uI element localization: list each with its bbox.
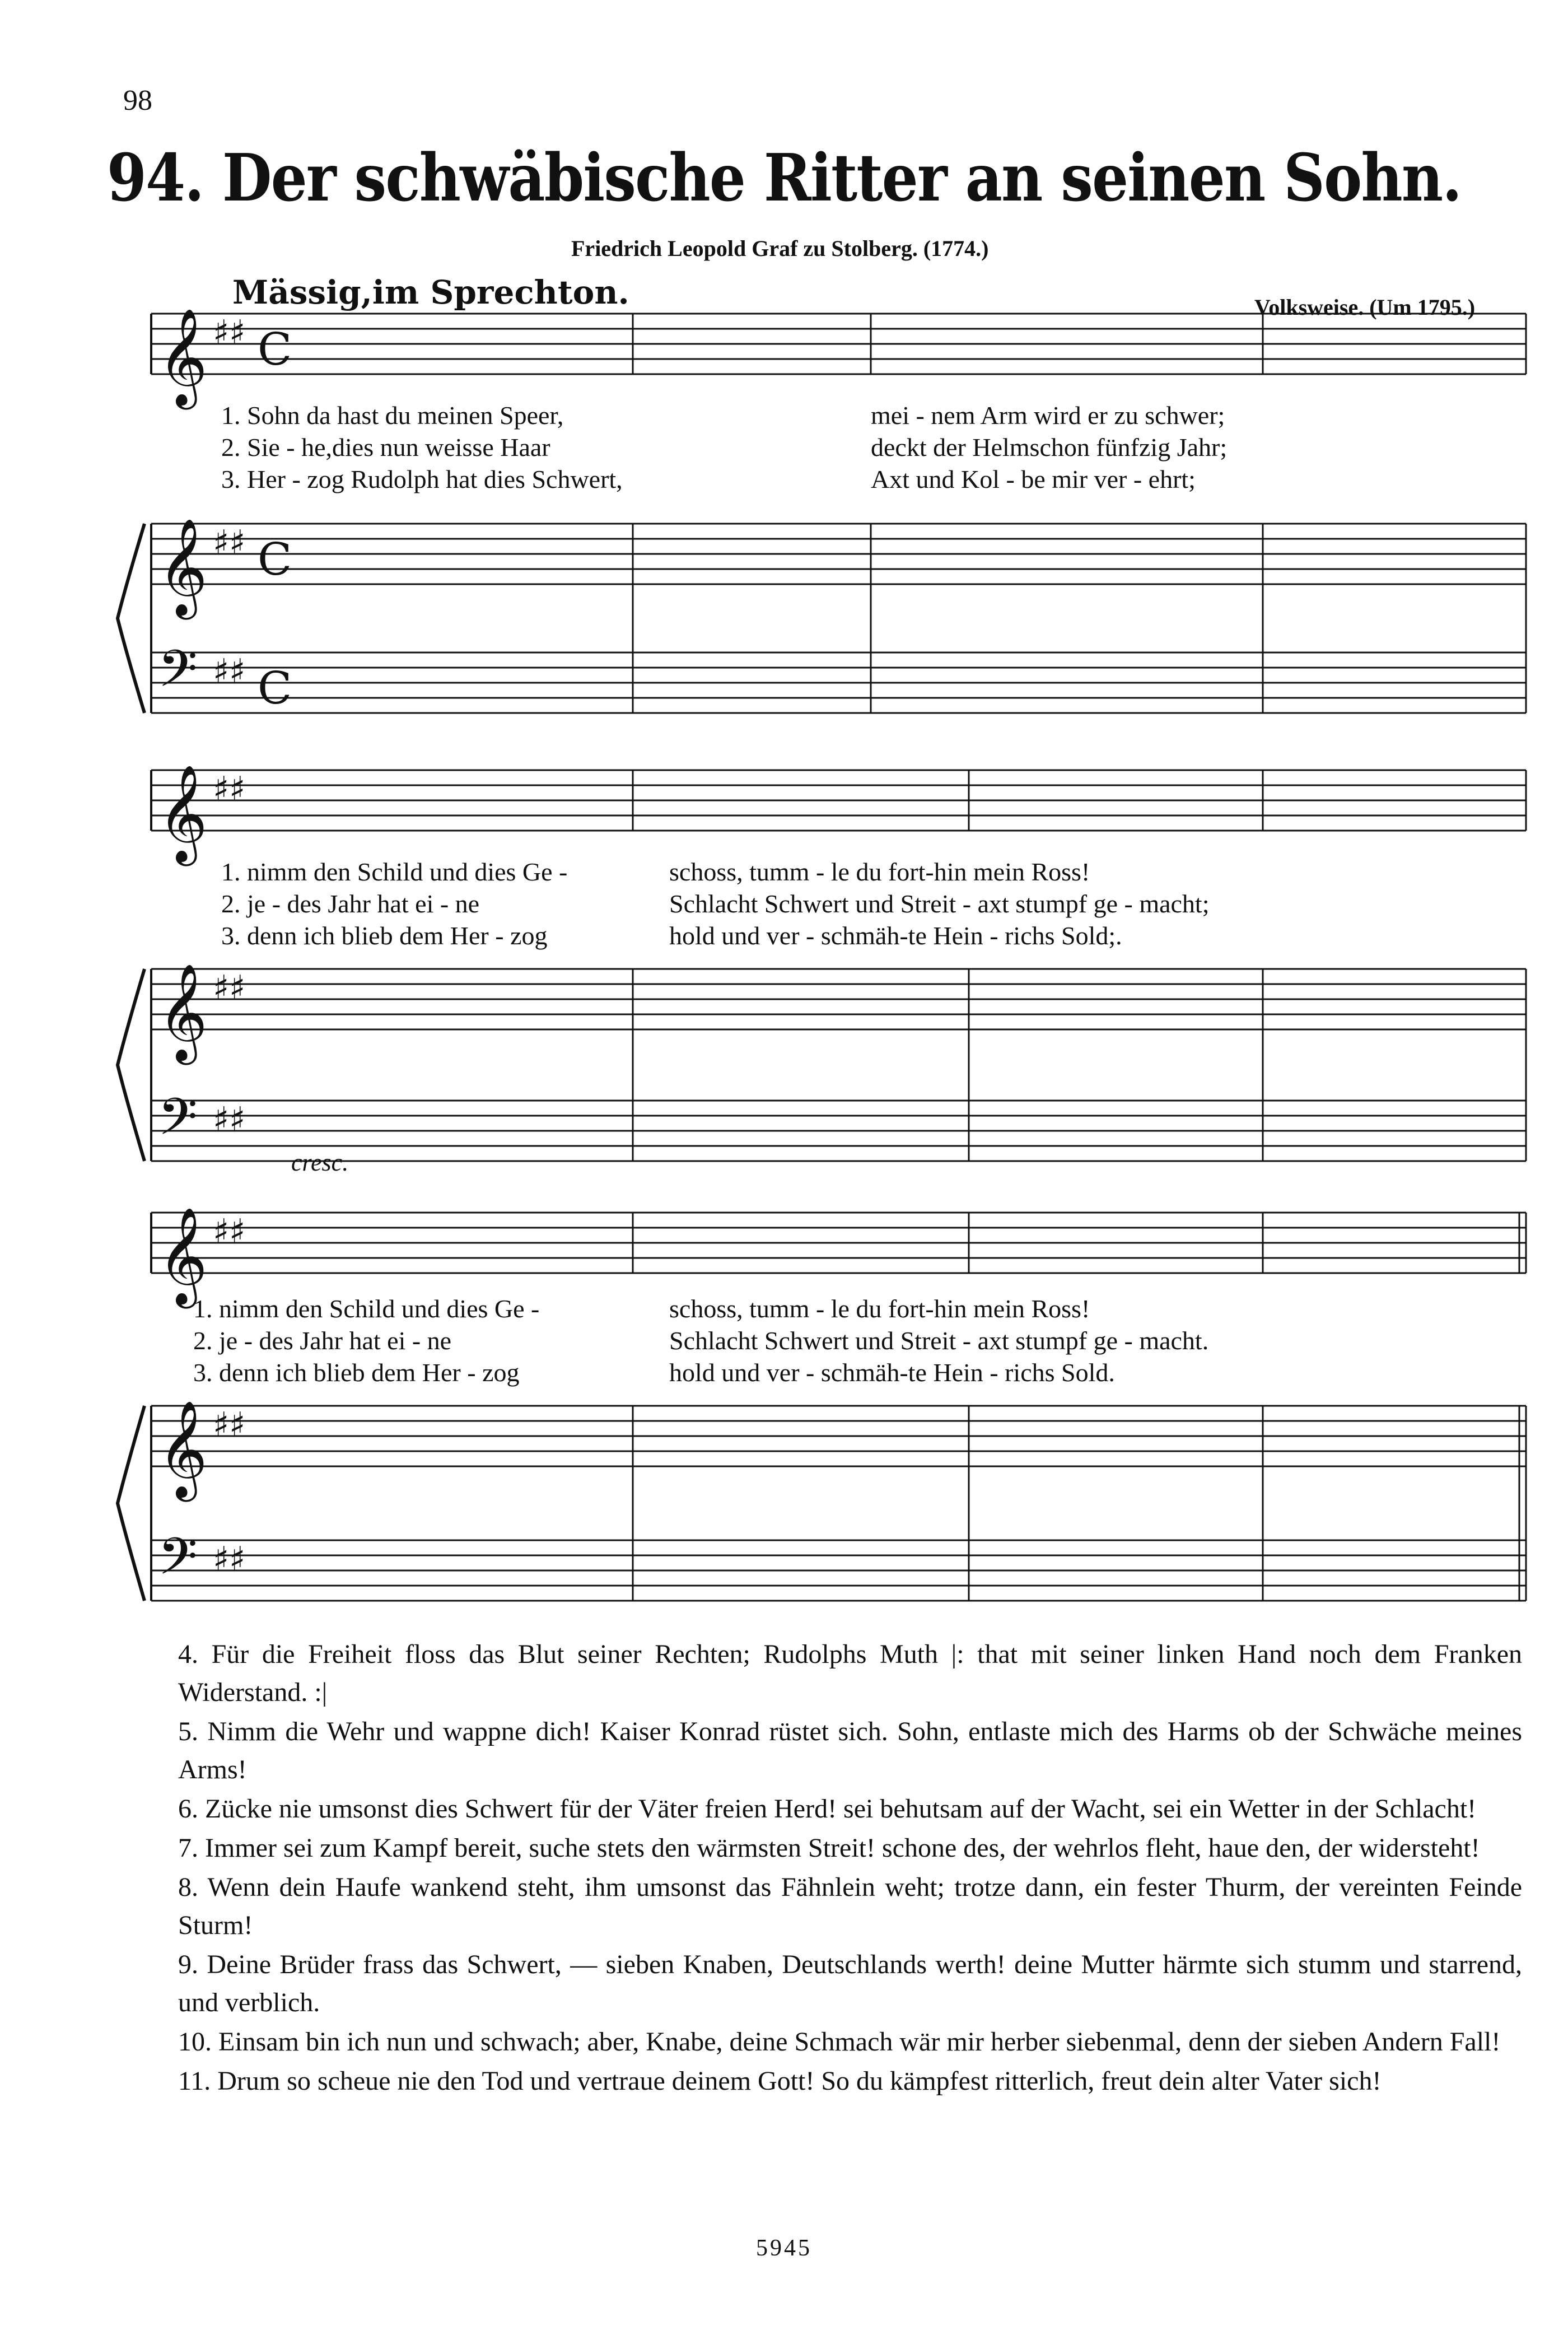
- lyric-s3-v2-a: 2. je - des Jahr hat ei - ne: [193, 1326, 452, 1355]
- treble-clef: 𝄞: [158, 765, 208, 862]
- page-number: 98: [123, 85, 152, 116]
- crescendo-marking: cresc.: [291, 1149, 349, 1176]
- key-signature: ♯♯: [213, 1212, 246, 1251]
- lyric-s2-v1-b: schoss, tumm - le du fort-hin mein Ross!: [669, 857, 1090, 886]
- verse-8: 8. Wenn dein Haufe wankend steht, ihm umsonst das Fähnlein weht; trotze dann, ein fester Thurm, der vereinten Feinde Sturm!: [178, 1872, 1522, 1940]
- additional-verses: [178, 1635, 1522, 2101]
- verse-7: 7. Immer sei zum Kampf bereit, suche stets den wärmsten Streit! schone des, der wehrlos fleht, haue den, der widersteht!: [178, 1833, 1480, 1863]
- key-signature: ♯♯: [213, 652, 246, 691]
- lyric-s1-v2-b: deckt der Helmschon fünfzig Jahr;: [871, 433, 1228, 462]
- lyric-s3-v3-a: 3. denn ich blieb dem Her - zog: [193, 1358, 520, 1387]
- lyric-s1-v3-b: Axt und Kol - be mir ver - ehrt;: [871, 465, 1196, 493]
- piano-brace: [118, 1406, 144, 1601]
- verse-6: 6. Zücke nie umsonst dies Schwert für der Väter freien Herd! sei behutsam auf der Wacht, sei ein Wetter in der Schlacht!: [178, 1794, 1477, 1824]
- lyric-s3-v1-b: schoss, tumm - le du fort-hin mein Ross!: [669, 1294, 1090, 1323]
- lyric-s2-v3-b: hold und ver - schmäh-te Hein - richs Sold;.: [669, 921, 1122, 950]
- bass-clef: 𝄢: [158, 639, 198, 711]
- song-title: 94. Der schwäbische Ritter an seinen Sohn.: [106, 140, 1462, 216]
- verse-4: 4. Für die Freiheit floss das Blut seiner Rechten; Rudolphs Muth |: that mit seiner linken Hand noch dem Franken Widerstand. :|: [178, 1639, 1522, 1707]
- lyric-s1-v1-a: 1. Sohn da hast du meinen Speer,: [221, 401, 564, 430]
- treble-clef: 𝄞: [158, 518, 208, 616]
- key-signature: ♯♯: [213, 523, 246, 562]
- time-signature: C: [258, 533, 292, 585]
- key-signature: ♯♯: [213, 1540, 246, 1579]
- lyric-s3-v2-b: Schlacht Schwert und Streit - axt stumpf ge - macht.: [669, 1326, 1209, 1355]
- lyric-s3-v1-a: 1. nimm den Schild und dies Ge -: [193, 1294, 540, 1323]
- lyric-s2-v3-a: 3. denn ich blieb dem Her - zog: [221, 921, 548, 950]
- piano-brace: [118, 524, 144, 713]
- verse-11: 11. Drum so scheue nie den Tod und vertraue deinem Gott! So du kämpfest ritterlich, freut dein alter Vater sich!: [178, 2066, 1382, 2096]
- bass-clef: 𝄢: [158, 1087, 198, 1159]
- lyric-s2-v2-a: 2. je - des Jahr hat ei - ne: [221, 889, 480, 918]
- treble-clef: 𝄞: [158, 963, 208, 1061]
- bass-clef: 𝄢: [158, 1527, 198, 1598]
- time-signature: C: [258, 323, 292, 375]
- lyric-s1-v1-b: mei - nem Arm wird er zu schwer;: [871, 401, 1225, 430]
- lyric-s1-v3-a: 3. Her - zog Rudolph hat dies Schwert,: [221, 465, 623, 493]
- verse-10: 10. Einsam bin ich nun und schwach; aber, Knabe, deine Schmach wär mir herber siebenmal, denn der sieben Andern Fall!: [178, 2027, 1501, 2057]
- composer-credit: Volksweise. (Um 1795.): [1254, 295, 1476, 320]
- verse-5: 5. Nimm die Wehr und wappne dich! Kaiser Konrad rüstet sich. Sohn, entlaste mich des Harms ob der Schwäche meines Arms!: [178, 1717, 1522, 1784]
- lyric-s2-v2-b: Schlacht Schwert und Streit - axt stumpf ge - macht;: [669, 889, 1210, 918]
- lyric-s3-v3-b: hold und ver - schmäh-te Hein - richs Sold.: [669, 1358, 1115, 1387]
- poet-credit: Friedrich Leopold Graf zu Stolberg. (1774.): [571, 236, 989, 261]
- tempo-marking: Mässig,im Sprechton.: [232, 273, 629, 311]
- key-signature: ♯♯: [213, 313, 246, 352]
- verse-9: 9. Deine Brüder frass das Schwert, — sieben Knaben, Deutschlands werth! deine Mutter härmte sich stumm und starrend, und verblich.: [178, 1950, 1522, 2017]
- key-signature: ♯♯: [213, 1405, 246, 1444]
- treble-clef: 𝄞: [158, 1207, 208, 1304]
- key-signature: ♯♯: [213, 968, 246, 1008]
- lyric-s2-v1-a: 1. nimm den Schild und dies Ge -: [221, 857, 568, 886]
- treble-clef: 𝄞: [158, 1400, 208, 1498]
- key-signature: ♯♯: [213, 1100, 246, 1139]
- key-signature: ♯♯: [213, 770, 246, 809]
- treble-clef: 𝄞: [158, 308, 208, 406]
- time-signature: C: [258, 662, 292, 714]
- piano-brace: [118, 969, 144, 1161]
- plate-number: 5945: [756, 2235, 812, 2261]
- lyric-s1-v2-a: 2. Sie - he,dies nun weisse Haar: [221, 433, 550, 462]
